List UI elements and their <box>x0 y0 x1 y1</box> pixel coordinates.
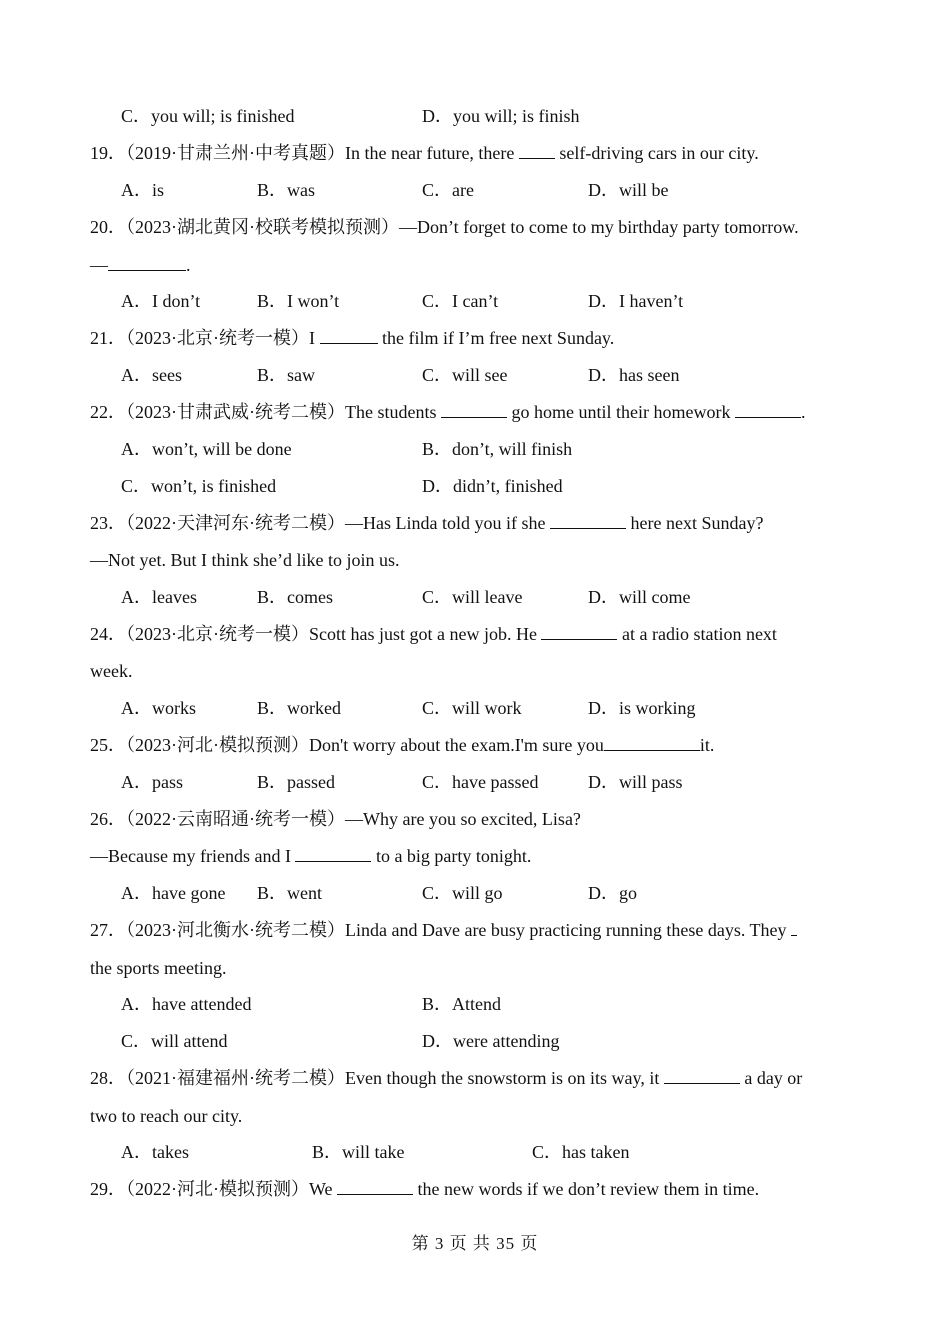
question-number: 21． <box>90 328 126 348</box>
q20-option-a: A．I don’t <box>121 291 201 311</box>
q28-option-b: B．will take <box>312 1142 405 1162</box>
answer-blank <box>550 513 626 529</box>
question-source: （2023·北京·统考一模） <box>126 624 309 644</box>
q20-option-b: B．I won’t <box>257 291 340 311</box>
q21-option-a: A．sees <box>121 365 182 385</box>
q23-option-c: C．will leave <box>422 587 523 607</box>
q20-option-d: D．I haven’t <box>588 291 684 311</box>
answer-blank <box>295 846 371 862</box>
question-24-line-2: week. <box>90 661 133 681</box>
q22-option-a: A．won’t, will be done <box>121 439 292 459</box>
q19-option-a: A．is <box>121 180 165 200</box>
q18-option-d: D．you will; is finish <box>422 106 580 126</box>
page-footer: 第 3 页 共 35 页 <box>411 1234 539 1253</box>
question-source: （2022·天津河东·统考二模） <box>126 513 345 533</box>
question-source: （2023·湖北黄冈·校联考模拟预测） <box>126 217 399 237</box>
question-number: 22． <box>90 402 126 422</box>
question-source: （2021·福建福州·统考二模） <box>126 1068 345 1088</box>
question-number: 27． <box>90 920 126 940</box>
question-20-line-2: — . <box>90 255 191 275</box>
answer-blank <box>604 735 700 751</box>
question-19: 19．（2019·甘肃兰州·中考真题）In the near future, there self-driving cars in our city. <box>90 143 759 163</box>
q25-option-c: C．have passed <box>422 772 539 792</box>
question-number: 23． <box>90 513 126 533</box>
answer-blank <box>541 624 617 640</box>
q19-option-b: B．was <box>257 180 315 200</box>
question-27: 27．（2023·河北衡水·统考二模）Linda and Dave are busy practicing running these days. They <box>90 919 797 941</box>
q21-option-c: C．will see <box>422 365 508 385</box>
question-29: 29．（2022·河北·模拟预测）We the new words if we don’t review them in time. <box>90 1179 760 1199</box>
q21-option-b: B．saw <box>257 365 315 385</box>
question-23-line-2: —Not yet. But I think she’d like to join us. <box>90 550 400 570</box>
q23-option-a: A．leaves <box>121 587 197 607</box>
question-number: 28． <box>90 1068 126 1088</box>
q19-option-d: D．will be <box>588 180 669 200</box>
q24-option-b: B．worked <box>257 698 341 718</box>
q26-option-a: A．have gone <box>121 883 226 903</box>
q25-option-a: A．pass <box>121 772 183 792</box>
q26-option-d: D．go <box>588 883 637 903</box>
answer-blank <box>664 1068 740 1084</box>
question-source: （2022·云南昭通·统考一模） <box>126 809 345 829</box>
q18-option-c: C．you will; is finished <box>121 106 295 126</box>
question-20: 20．（2023·湖北黄冈·校联考模拟预测）—Don’t forget to come to my birthday party tomorrow. <box>90 217 799 237</box>
question-number: 19． <box>90 143 126 163</box>
q23-option-d: D．will come <box>588 587 691 607</box>
question-number: 24． <box>90 624 126 644</box>
q25-option-d: D．will pass <box>588 772 683 792</box>
q21-option-d: D．has seen <box>588 365 680 385</box>
q25-option-b: B．passed <box>257 772 335 792</box>
question-22: 22．（2023·甘肃武威·统考二模）The students go home until their homework . <box>90 402 806 422</box>
q27-option-b: B．Attend <box>422 994 501 1014</box>
question-source: （2019·甘肃兰州·中考真题） <box>126 143 345 163</box>
q22-option-c: C．won’t, is finished <box>121 476 277 496</box>
question-28-line-2: two to reach our city. <box>90 1106 243 1126</box>
question-25: 25．（2023·河北·模拟预测）Don't worry about the exam.I'm sure you it. <box>90 735 715 755</box>
question-source: （2023·河北衡水·统考二模） <box>126 920 345 940</box>
q27-option-a: A．have attended <box>121 994 252 1014</box>
answer-blank <box>108 255 186 271</box>
question-source: （2023·甘肃武威·统考二模） <box>126 402 345 422</box>
question-24: 24．（2023·北京·统考一模）Scott has just got a new job. He at a radio station next <box>90 624 777 644</box>
question-23: 23．（2022·天津河东·统考二模）—Has Linda told you if she here next Sunday? <box>90 513 764 533</box>
q24-option-c: C．will work <box>422 698 522 718</box>
q27-option-c: C．will attend <box>121 1031 228 1051</box>
question-21: 21．（2023·北京·统考一模）I the film if I’m free next Sunday. <box>90 328 615 348</box>
q24-option-d: D．is working <box>588 698 696 718</box>
question-27-line-2: the sports meeting. <box>90 958 227 978</box>
question-source: （2023·河北·模拟预测） <box>126 735 309 755</box>
q23-option-b: B．comes <box>257 587 333 607</box>
q22-option-b: B．don’t, will finish <box>422 439 573 459</box>
question-source: （2022·河北·模拟预测） <box>126 1179 309 1199</box>
q19-option-c: C．are <box>422 180 474 200</box>
question-26: 26．（2022·云南昭通·统考一模）—Why are you so excited, Lisa? <box>90 809 581 829</box>
q28-option-a: A．takes <box>121 1142 189 1162</box>
answer-blank <box>320 328 378 344</box>
answer-blank <box>337 1179 413 1195</box>
answer-blank <box>791 920 797 936</box>
q24-option-a: A．works <box>121 698 196 718</box>
answer-blank <box>735 402 801 418</box>
q20-option-c: C．I can’t <box>422 291 499 311</box>
answer-blank <box>441 402 507 418</box>
answer-blank <box>519 143 555 159</box>
question-28: 28．（2021·福建福州·统考二模）Even though the snowstorm is on its way, it a day or <box>90 1068 803 1088</box>
question-number: 26． <box>90 809 126 829</box>
q26-option-b: B．went <box>257 883 322 903</box>
q26-option-c: C．will go <box>422 883 503 903</box>
question-number: 25． <box>90 735 126 755</box>
question-26-line-2: —Because my friends and I to a big party tonight. <box>90 846 532 866</box>
question-source: （2023·北京·统考一模） <box>126 328 309 348</box>
q22-option-d: D．didn’t, finished <box>422 476 563 496</box>
question-number: 29． <box>90 1179 126 1199</box>
question-number: 20． <box>90 217 126 237</box>
q28-option-c: C．has taken <box>532 1142 630 1162</box>
q27-option-d: D．were attending <box>422 1031 560 1051</box>
